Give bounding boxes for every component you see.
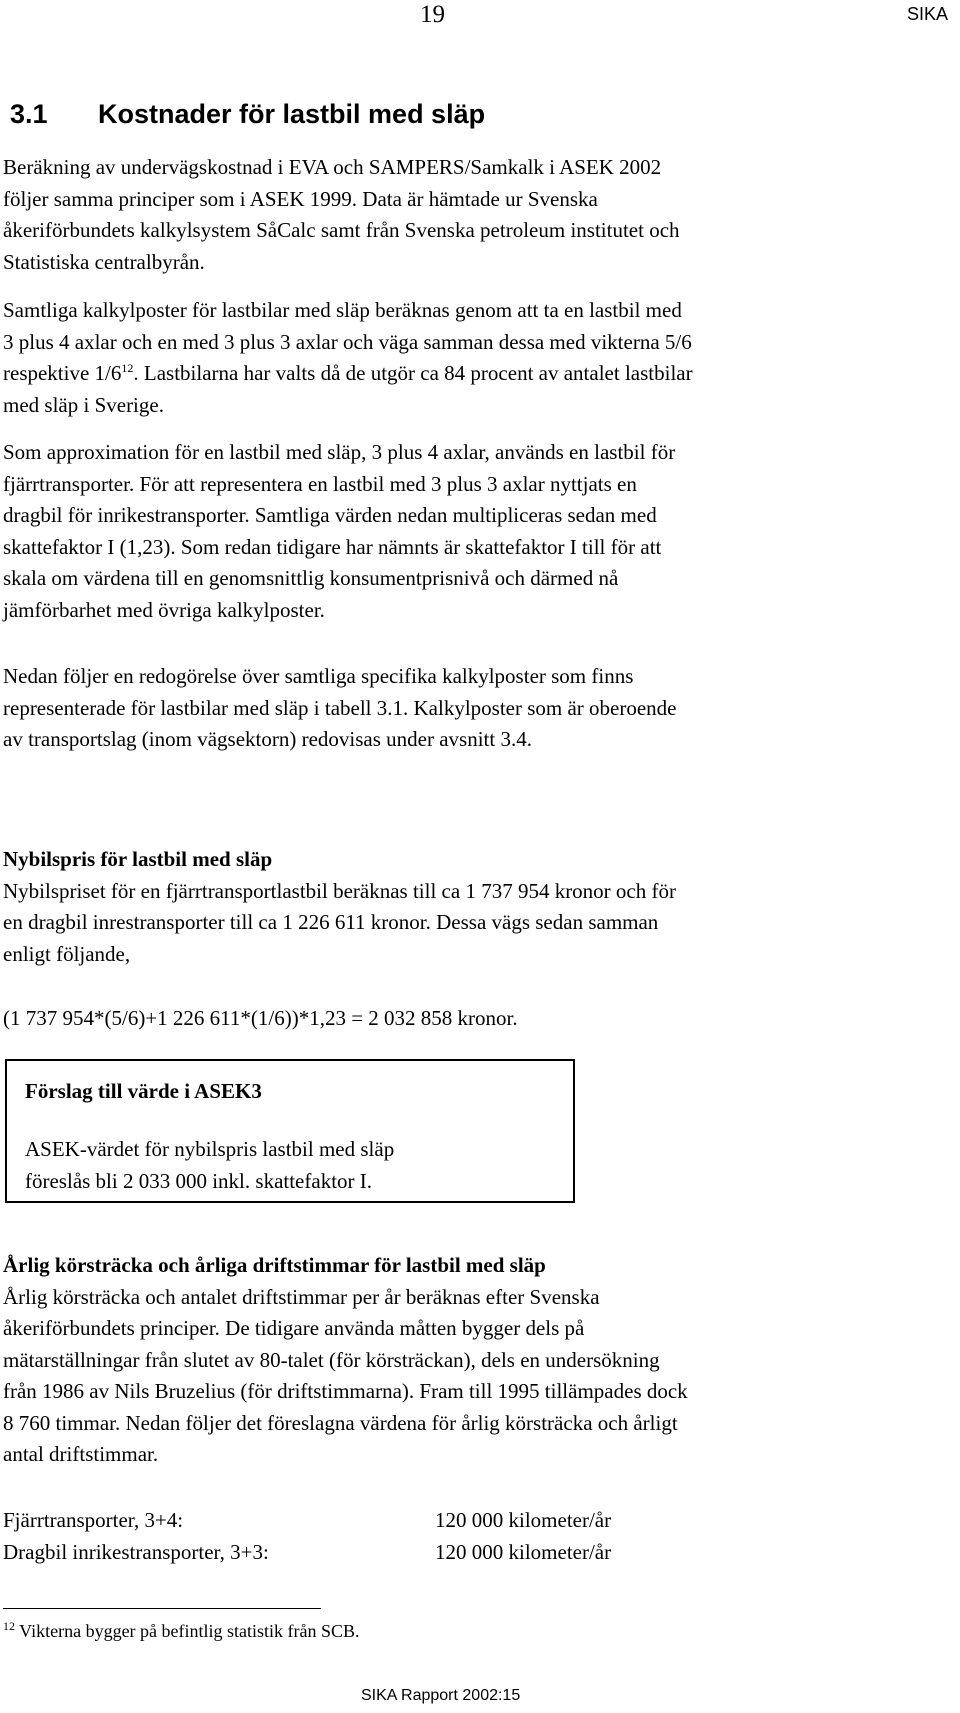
intro-paragraph bbox=[3, 152, 923, 278]
text-line: åkeriförbundets principer. De tidigare använda måtten bygger dels på bbox=[3, 1316, 585, 1340]
korstracka-section bbox=[3, 1250, 923, 1471]
row-value: 120 000 kilometer/år bbox=[435, 1508, 612, 1532]
section-title: Kostnader för lastbil med släp bbox=[98, 99, 486, 129]
footnote-divider bbox=[3, 1608, 321, 1609]
section-heading bbox=[10, 98, 485, 130]
text-line: mätarställningar från slutet av 80-talet (för körsträckan), dels en undersökning bbox=[3, 1347, 660, 1372]
subsection-title: Årlig körsträcka och årliga driftstimmar för lastbil med släp bbox=[3, 1253, 546, 1277]
footnote bbox=[3, 1618, 360, 1644]
mileage-values bbox=[3, 1505, 611, 1568]
proposal-body bbox=[25, 1134, 394, 1197]
text-line: föreslås bli 2 033 000 inkl. skattefaktor I. bbox=[25, 1168, 373, 1193]
value-row bbox=[3, 1537, 611, 1569]
footnote-text: Vikterna bygger på befintlig statistik från SCB. bbox=[15, 1621, 360, 1641]
text-line: Årlig körsträcka och antalet driftstimmar per år beräknas efter Svenska bbox=[3, 1284, 600, 1309]
weighting-paragraph bbox=[3, 295, 923, 421]
text-line: följer samma principer som i ASEK 1999. Data är hämtade ur Svenska bbox=[3, 186, 598, 211]
text-line: åkeriförbundets kalkylsystem SåCalc samt från Svenska petroleum institutet och bbox=[3, 218, 680, 242]
subsection-title: Nybilspris för lastbil med släp bbox=[3, 847, 273, 871]
price-formula bbox=[3, 1003, 923, 1035]
text-line: enligt följande, bbox=[3, 941, 131, 966]
text-line: ASEK-värdet för nybilspris lastbil med släp bbox=[25, 1137, 395, 1161]
text-line: antal driftstimmar. bbox=[3, 1442, 159, 1466]
text-line: Som approximation för en lastbil med släp, 3 plus 4 axlar, används en lastbil för bbox=[3, 440, 676, 464]
text-line bbox=[3, 358, 923, 390]
text-line: skala om värdena till en genomsnittlig konsumentprisnivå och därmed nå bbox=[3, 566, 619, 590]
text-fragment: respektive 1/6 bbox=[3, 361, 122, 385]
nybilspris-section bbox=[3, 844, 923, 970]
row-label: Dragbil inrikestransporter, 3+3: bbox=[3, 1539, 269, 1564]
text-line: Nedan följer en redogörelse över samtliga specifika kalkylposter som finns bbox=[3, 664, 634, 688]
row-label: Fjärrtransporter, 3+4: bbox=[3, 1508, 184, 1532]
text-line: (1 737 954*(5/6)+1 226 611*(1/6))*1,23 = 2 032 858 kronor. bbox=[3, 1006, 518, 1030]
text-line: av transportslag (inom vägsektorn) redovisas under avsnitt 3.4. bbox=[3, 727, 532, 751]
brand-label: SIKA bbox=[906, 4, 948, 24]
text-line: fjärrtransporter. För att representera en lastbil med 3 plus 3 axlar nyttjats en bbox=[3, 471, 637, 496]
text-line: Samtliga kalkylposter för lastbilar med släp beräknas genom att ta en lastbil med bbox=[3, 298, 682, 322]
proposal-box bbox=[5, 1059, 575, 1203]
text-line: skattefaktor I (1,23). Som redan tidigare har nämnts är skattefaktor I till för att bbox=[3, 534, 662, 559]
text-line: Beräkning av undervägskostnad i EVA och SAMPERS/Samkalk i ASEK 2002 bbox=[3, 155, 662, 179]
approximation-paragraph bbox=[3, 437, 923, 626]
section-number: 3.1 bbox=[10, 99, 48, 129]
proposal-title: Förslag till värde i ASEK3 bbox=[25, 1079, 262, 1103]
footnote-reference: 12 bbox=[121, 361, 134, 375]
value-row bbox=[3, 1505, 611, 1537]
report-footer: SIKA Rapport 2002:15 bbox=[361, 1687, 521, 1704]
overview-paragraph bbox=[3, 661, 923, 756]
text-line: Statistiska centralbyrån. bbox=[3, 249, 205, 274]
text-line: representerade för lastbilar med släp i tabell 3.1. Kalkylposter som är oberoende bbox=[3, 695, 677, 720]
footnote-number: 12 bbox=[3, 1619, 15, 1633]
text-line: 3 plus 4 axlar och en med 3 plus 3 axlar och väga samman dessa med vikterna 5/6 bbox=[3, 329, 692, 354]
page-number: 19 bbox=[420, 1, 445, 28]
text-line: 8 760 timmar. Nedan följer det föreslagna värdena för årlig körsträcka och årligt bbox=[3, 1410, 678, 1435]
text-line: en dragbil inrestransporter till ca 1 226 611 kronor. Dessa vägs sedan samman bbox=[3, 910, 659, 934]
text-line: dragbil för inrikestransporter. Samtliga värden nedan multipliceras sedan med bbox=[3, 503, 657, 527]
row-value: 120 000 kilometer/år bbox=[435, 1539, 612, 1564]
text-line: Nybilspriset för en fjärrtransportlastbil beräknas till ca 1 737 954 kronor och för bbox=[3, 878, 676, 903]
text-line: från 1986 av Nils Bruzelius (för driftstimmarna). Fram till 1995 tillämpades dock bbox=[3, 1379, 688, 1403]
text-fragment: . Lastbilarna har valts då de utgör ca 84 procent av antalet lastbilar bbox=[133, 361, 693, 385]
text-line: jämförbarhet med övriga kalkylposter. bbox=[3, 597, 325, 622]
text-line: med släp i Sverige. bbox=[3, 392, 164, 417]
